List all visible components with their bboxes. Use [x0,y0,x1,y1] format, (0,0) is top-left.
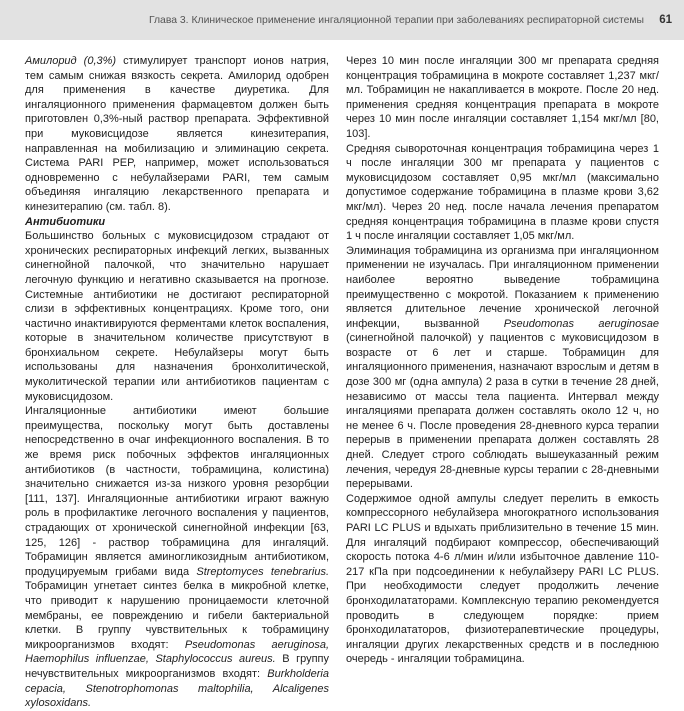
paragraph-inhaled-antibiotics [25,404,329,710]
paragraph-text: (синегнойной палочкой) у пациентов с муковисцидозом в возрасте от 6 лет и старше. Тобрамицин для ингаляционного применения, назначают взрослым и детям в дозе 300 мг (одна ампула) 2 раза в сутки в течение 28 дней, независимо от массы тела пациента. Интервал между ингаляциями препарата должен составлять около 12 ч, но не менее 6 ч. После проведения 28-дневного курса терапии перерыв в применении препарата должен составлять 28 дней. Следует строго соблюдать вышеуказанный режим лечения, чередуя 28-дневные курсы терапии с 28-дневными перерывами. [346,332,659,491]
page-number: 61 [659,14,672,26]
paragraph-text: Элиминация тобрамицина из организма при ингаляционном применении не изучалась. При ингаляционном применении наиболее вероятно выведение тобрамицина преимущественно с мокротой. Показанием к применению является длительное лечение хронической легочной инфекции, вызванной [346,244,659,330]
left-column [25,54,329,711]
paragraph-text: В группу нечувствительных микроорганизмов входят: [25,653,329,680]
paragraph-sputum-concentration: Через 10 мин после ингаляции 300 мг препарата средняя концентрация тобрамицина в мокроте составляет 1,237 мкг/мл. Тобрамицин не накапливается в мокроте. После 20 нед. применения средняя концентрация препарата в мокроте через 10 мин после ингаляции составляет 1,154 мкг/мл [80, 103]. [346,55,659,140]
paragraph-antibiotics-intro: Большинство больных с муковисцидозом страдают от хронических респираторных инфекций легких, вызванных синегнойной палочкой, что значительно нарушает легочную функцию и негативно сказывается на прогнозе. Системные антибиотики не достигают респираторной слизи в эффективных концентрациях. Кроме того, они частично инактивируются ферментами клеток воспаления, которые в значительном количестве присутствуют в бронхиальном секрете. Небулайзеры могут быть использованы для назначения бронхолитической, муколитической терапии или антибиотиков пациентам с муковисцидозом. [25,230,329,403]
species-list-resistant: Burkholderia cepacia, Stenotrophomonas maltophilia, Alcaligenes xylosoxidans. [25,667,329,710]
species-name: Pseudomonas aeruginosae [503,317,659,330]
paragraph-administration: Содержимое одной ампулы следует перелить в емкость компрессорного небулайзера многократного использования PARI LC PLUS и вдыхать приблизительно в течение 15 мин. Для ингаляций подбирают компрессор, обеспечивающий скорость потока 4-6 л/мин и/или избыточное давление 110-217 кПа при подсоединении к небулайзеру PARI LC PLUS. При необходимости следует продолжить лечение бронходилататорами. Комплексную терапию рекомендуется проводить в следующем порядке: прием бронходилататоров, физиотерапевтические процедуры, ингаляции других лекарственных средств и в последнюю очередь - ингаляции тобрамицина. [346,492,659,666]
running-title: Глава 3. Клиническое применение ингаляционной терапии при заболеваниях респираторной системы [148,15,644,26]
page-header [0,0,684,40]
term-amiloride: Амилорид (0,3%) [25,55,117,67]
paragraph-text: Тобрамицин угнетает синтез белка в микробной клетке, что приводит к нарушению проницаемости клеточной мембраны, ее повреждению и гибели бактериальной клетки. В группу чувствительных к тобрамицину микроорганизмов входят: [25,580,329,651]
paragraph-amiloride [25,54,329,215]
paragraph-serum-concentration: Средняя сывороточная концентрация тобрамицина через 1 ч после ингаляции 300 мг препарата у пациентов с муковисцидозом составляет 0,95 мкг/мл (максимально допустимое содержание тобрамицина в плазме крови 3,62 мкг/мл). Через 20 нед. после начала лечения препаратом средняя концентрация тобрамицина в плазме крови спустя 1 ч после ингаляции составляет 1,05 мкг/мл. [346,142,659,243]
paragraph-text: стимулирует транспорт ионов натрия, тем самым снижая вязкость секрета. Амилорид одобрен для применения в качестве диуретика. Для ингаляционного применения фармацевтом должен быть приготовлен 0,3%-ный раствор препарата. Эффективной при муковисцидозе является кинезитерапия, направленная на мобилизацию и элиминацию секрета. Система PARI PEP, например, может использоваться одновременно с небулайзерами PARI, тем самым объединяя ингаляцию лекарственного препарата и кинезитерапию (см. табл. 8). [25,55,329,213]
paragraph-text: Ингаляционные антибиотики имеют большие преимущества, поскольку могут быть доставлены непосредственно в очаг инфекционного воспаления. В то же время риск побочных эффектов ингаляционных антибиотиков (в частности, тобрамицина, колистина) значительно снижается из-за низкого уровня резорбции [111, 137]. Ингаляционные антибиотики играют важную роль в профилактике легочного воспаления у пациентов, страдающих от хронической синегнойной инфекции [63, 125, 126] - раствор тобрамицина для ингаляций. Тобрамицин является аминогликозидным антибиотиком, продуцируемым грибами вида [25,405,329,578]
subheading-antibiotics: Антибиотики [25,215,106,228]
right-column [346,54,659,667]
species-list-sensitive: Pseudomonas aeruginosa, Haemophilus influenzae, Staphylococcus aureus. [25,638,330,666]
paragraph-elimination [346,244,659,492]
species-name: Streptomyces tenebrarius. [196,565,329,578]
